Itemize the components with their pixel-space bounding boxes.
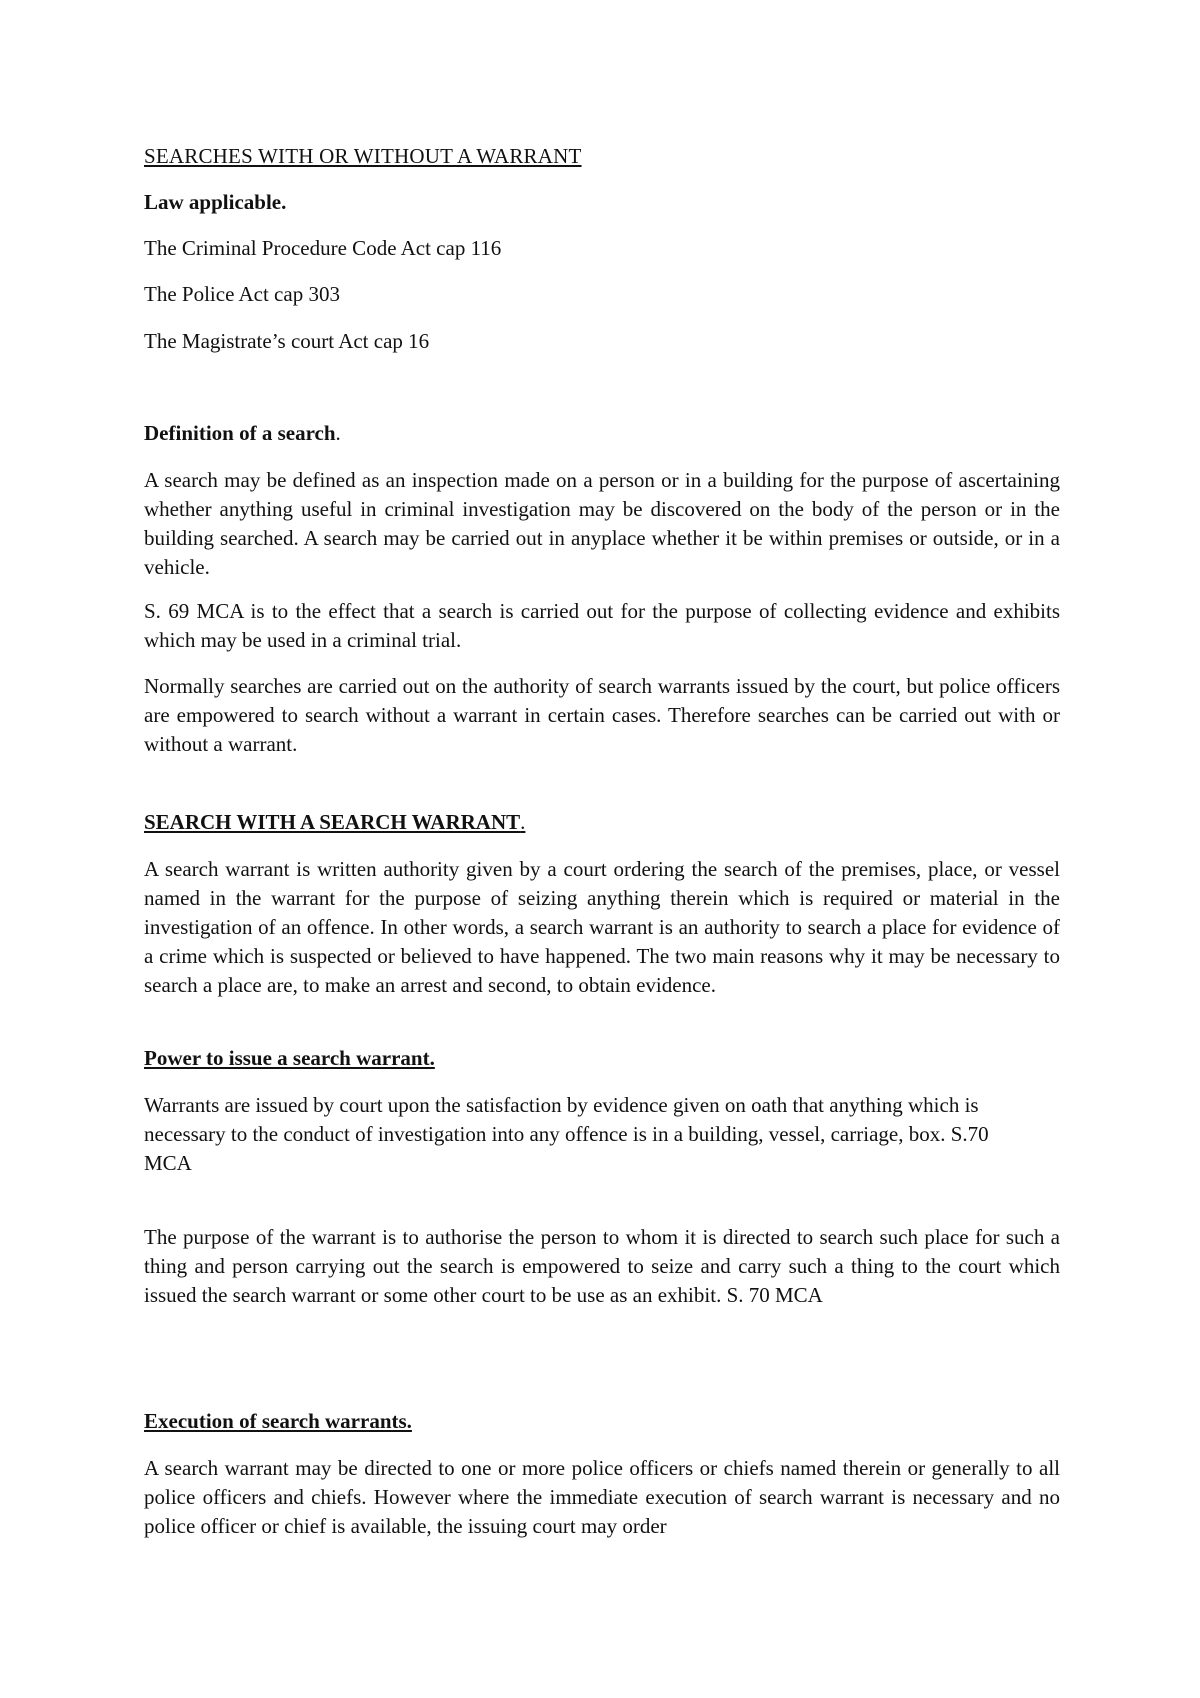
definition-heading-punct: . bbox=[335, 421, 341, 445]
normally-paragraph: Normally searches are carried out on the authority of search warrants issued by the court, but police officers are empowered to search without a warrant in certain cases. Therefore searches can be carried out with or without a warrant. bbox=[144, 674, 1060, 756]
law-item: The Police Act cap 303 bbox=[144, 282, 340, 306]
law-item: The Criminal Procedure Code Act cap 116 bbox=[144, 236, 502, 260]
definition-heading-text: Definition of a search bbox=[144, 421, 336, 445]
power-paragraph bbox=[144, 1091, 1024, 1178]
power-paragraph-text: Warrants are issued by court upon the satisfaction by evidence given on oath that anything which is necessary to the conduct of investigation into any offence is in a building, vessel, carriage, box. S.70 bbox=[144, 1093, 989, 1146]
search-warrant-paragraph: A search warrant is written authority given by a court ordering the search of the premises, place, or vessel named in the warrant for the purpose of seizing anything therein which is required or material in the investigation of an offence. In other words, a search warrant is an authority to search a place for evidence of a crime which is suspected or believed to have happened. The two main reasons why it may be necessary to search a place are, to make an arrest and second, to obtain evidence. bbox=[144, 857, 1060, 997]
s69-paragraph: S. 69 MCA is to the effect that a search is carried out for the purpose of collecting evidence and exhibits which may be used in a criminal trial. bbox=[144, 599, 1060, 652]
definition-heading bbox=[144, 421, 341, 446]
document-title: SEARCHES WITH OR WITHOUT A WARRANT bbox=[144, 144, 582, 168]
purpose-paragraph: The purpose of the warrant is to authorise the person to whom it is directed to search such place for such a thing and person carrying out the search is empowered to seize and carry such a thing to the court which issued the search warrant or some other court to be use as an exhibit. S. 70 MCA bbox=[144, 1225, 1060, 1307]
execution-heading: Execution of search warrants. bbox=[144, 1409, 412, 1433]
execution-paragraph: A search warrant may be directed to one or more police officers or chiefs named therein or generally to all police officers and chiefs. However where the immediate execution of search warrant is necessary and no police officer or chief is available, the issuing court may order bbox=[144, 1456, 1060, 1538]
definition-paragraph: A search may be defined as an inspection made on a person or in a building for the purpose of ascertaining whether anything useful in criminal investigation may be discovered on the body of the person or in the building searched. A search may be carried out in anyplace whether it be within premises or outside, or in a vehicle. bbox=[144, 468, 1060, 579]
power-paragraph-tail: MCA bbox=[144, 1151, 192, 1175]
search-warrant-heading-text: SEARCH WITH A SEARCH WARRANT bbox=[144, 810, 521, 834]
law-applicable-heading: Law applicable. bbox=[144, 190, 287, 214]
law-item: The Magistrate’s court Act cap 16 bbox=[144, 329, 430, 353]
power-heading: Power to issue a search warrant. bbox=[144, 1046, 435, 1070]
search-warrant-heading bbox=[144, 810, 525, 835]
search-warrant-heading-punct: . bbox=[520, 810, 526, 834]
